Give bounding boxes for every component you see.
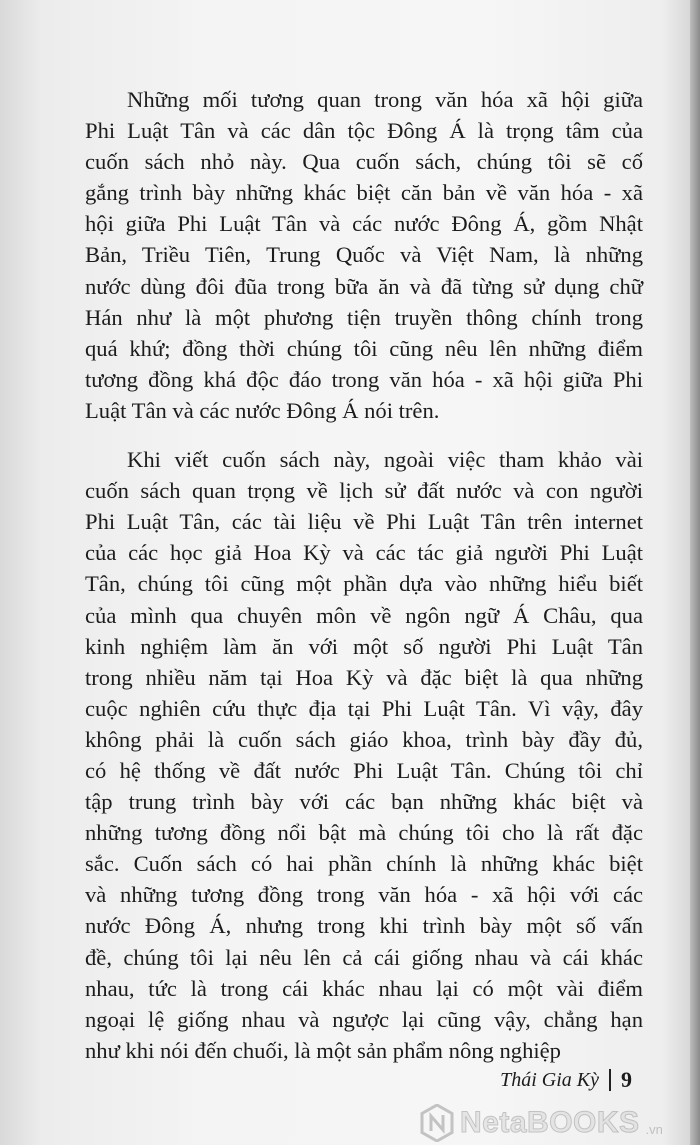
text-line: của mình qua chuyên môn về ngôn ngữ Á Châu, qua — [85, 602, 643, 628]
watermark-brand: NetaBOOKS — [460, 1106, 640, 1139]
text-line: Những mối tương quan trong văn hóa xã hội giữa — [127, 87, 643, 112]
text-line: có hệ thống về đất nước Phi Luật Tân. Chúng tôi chỉ — [85, 757, 643, 783]
text-line: và những tương đồng trong văn hóa - xã hội với các — [85, 882, 643, 908]
text-line: quá khứ; đồng thời chúng tôi cũng nêu lên những điểm — [85, 335, 643, 361]
page-footer — [500, 1067, 632, 1093]
paragraph-gap — [85, 426, 643, 444]
text-line: nước dùng đôi đũa trong bữa ăn và đã từng sử dụng chữ — [85, 273, 643, 299]
watermark — [420, 1103, 663, 1143]
text-line: Phi Luật Tân, các tài liệu về Phi Luật Tân trên internet — [85, 509, 643, 535]
page-edge-shadow — [690, 0, 700, 1145]
footer-separator — [609, 1069, 611, 1091]
text-line: Phi Luật Tân và các dân tộc Đông Á là trọng tâm của — [85, 118, 643, 144]
page-number: 9 — [621, 1067, 632, 1092]
text-line: trong nhiều năm tại Hoa Kỳ và đặc biệt là qua những — [85, 664, 643, 690]
text-line: nhau, tức là trong cái khác nhau lại có một vài điểm — [85, 975, 643, 1001]
text-line: Khi viết cuốn sách này, ngoài việc tham khảo vài — [127, 447, 643, 473]
text-line: của các học giả Hoa Kỳ và các tác giả người Phi Luật — [85, 540, 643, 566]
text-line: ngoại lệ giống nhau và ngược lại cũng vậy, chẳng hạn — [85, 1006, 643, 1032]
text-line: nước Đông Á, nhưng trong khi trình bày một số vấn — [85, 913, 643, 939]
body-text — [85, 84, 643, 1066]
text-line: Tân, chúng tôi cũng một phần dựa vào những hiểu biết — [85, 571, 643, 597]
text-line: cuốn sách nhỏ này. Qua cuốn sách, chúng tôi sẽ cố — [85, 149, 643, 175]
text-line: tương đồng khá độc đáo trong văn hóa - xã hội giữa Phi — [85, 366, 643, 392]
text-line: kinh nghiệm làm ăn với một số người Phi Luật Tân — [85, 633, 643, 659]
text-line: Luật Tân và các nước Đông Á nói trên. — [85, 397, 440, 423]
watermark-suffix: .vn — [645, 1122, 663, 1137]
netabooks-logo-icon — [420, 1104, 454, 1142]
text-line: không phải là cuốn sách giáo khoa, trình bày đầy đủ, — [85, 726, 643, 752]
running-head: Thái Gia Kỳ — [500, 1068, 599, 1091]
text-line: những tương đồng nổi bật mà chúng tôi cho là rất đặc — [85, 820, 643, 846]
text-line: sắc. Cuốn sách có hai phần chính là những khác biệt — [85, 851, 643, 877]
text-line: như khi nói đến chuối, là một sản phẩm nông nghiệp — [85, 1037, 561, 1063]
text-line: cuốn sách quan trọng về lịch sử đất nước và con người — [85, 478, 643, 504]
text-line: Hán như là một phương tiện truyền thông chính trong — [85, 304, 643, 330]
text-line: hội giữa Phi Luật Tân và các nước Đông Á, gồm Nhật — [85, 211, 643, 237]
text-line: gắng trình bày những khác biệt căn bản về văn hóa - xã — [85, 180, 643, 206]
text-line: Bản, Triều Tiên, Trung Quốc và Việt Nam, là những — [85, 242, 643, 268]
text-line: cuộc nghiên cứu thực địa tại Phi Luật Tân. Vì vậy, đây — [85, 695, 643, 721]
text-line: đề, chúng tôi lại nêu lên cả cái giống nhau và cái khác — [85, 944, 643, 970]
text-line: tập trung trình bày với các bạn những khác biệt và — [85, 789, 643, 815]
